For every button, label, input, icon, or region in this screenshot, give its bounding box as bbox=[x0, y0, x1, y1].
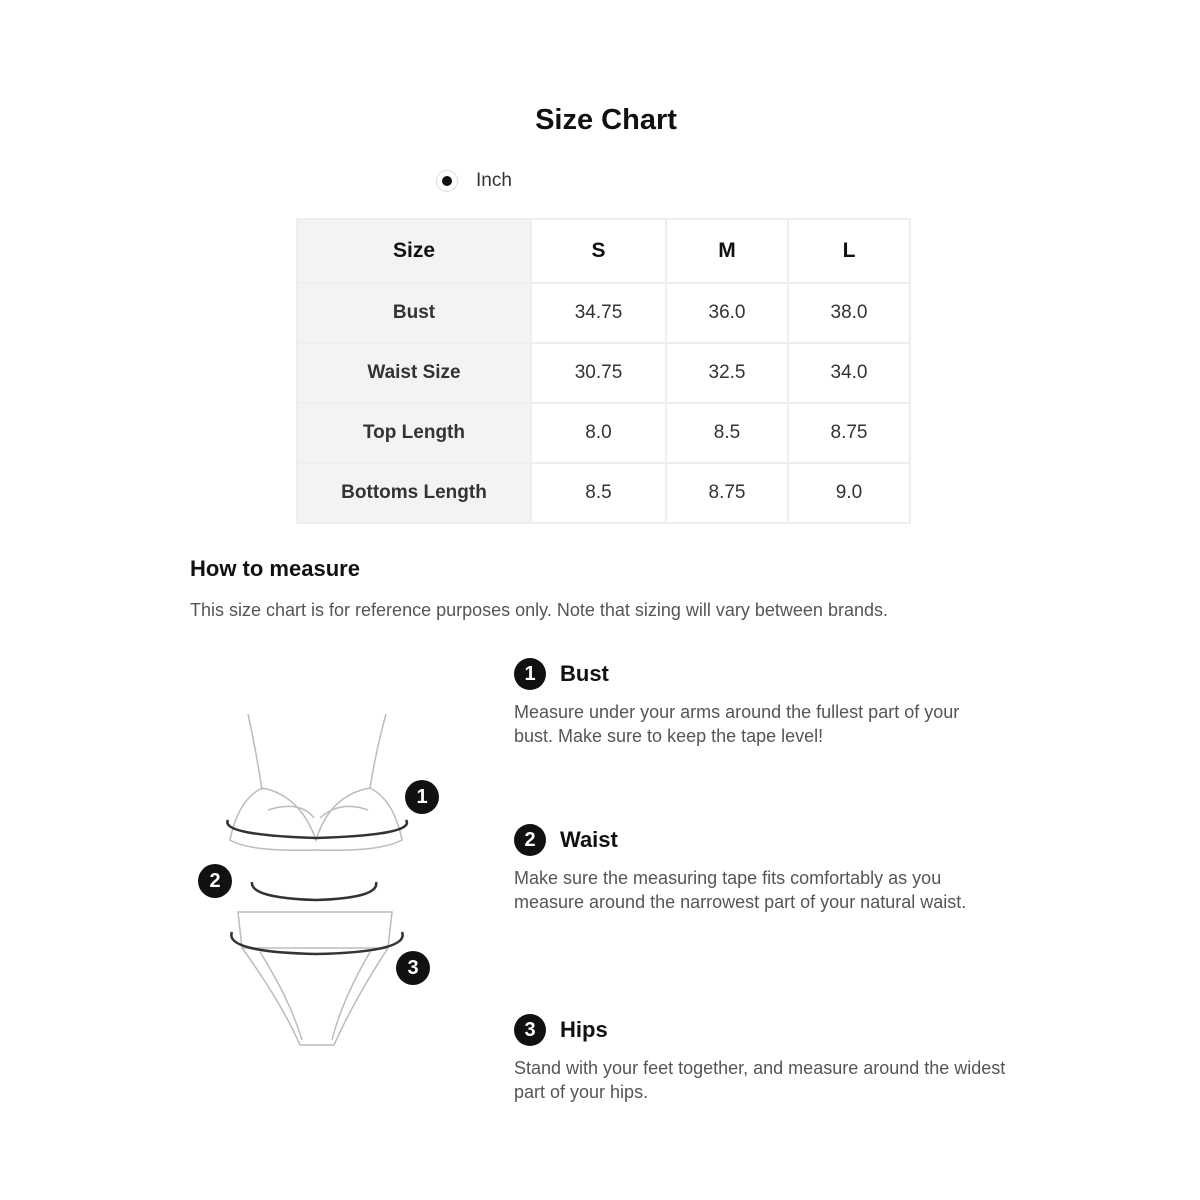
unit-label: Inch bbox=[476, 170, 512, 191]
cell: 30.75 bbox=[531, 343, 666, 403]
step-description: Stand with your feet together, and measure around the widest part of your hips. bbox=[514, 1058, 1006, 1102]
marker-1-icon: 1 bbox=[405, 780, 439, 814]
table-header-row bbox=[297, 219, 910, 283]
row-label: Bottoms Length bbox=[297, 463, 531, 523]
marker-2-icon: 2 bbox=[198, 864, 232, 898]
step-waist bbox=[514, 824, 1014, 914]
table-row bbox=[297, 343, 910, 403]
marker-3-icon: 3 bbox=[396, 951, 430, 985]
size-table bbox=[296, 218, 911, 524]
header-m: M bbox=[666, 219, 788, 283]
how-to-measure-heading: How to measure bbox=[190, 556, 360, 581]
cell: 32.5 bbox=[666, 343, 788, 403]
step-title: Hips bbox=[560, 1017, 608, 1042]
cell: 38.0 bbox=[788, 283, 910, 343]
cell: 8.0 bbox=[531, 403, 666, 463]
step-number-icon: 1 bbox=[514, 658, 546, 690]
step-title: Waist bbox=[560, 827, 618, 852]
step-description: Measure under your arms around the fullest part of your bust. Make sure to keep the tape level! bbox=[514, 702, 960, 746]
step-title: Bust bbox=[560, 661, 609, 686]
step-number-icon: 2 bbox=[514, 824, 546, 856]
table-row bbox=[297, 403, 910, 463]
cell: 34.75 bbox=[531, 283, 666, 343]
step-hips bbox=[514, 1014, 1014, 1104]
row-label: Top Length bbox=[297, 403, 531, 463]
table-row bbox=[297, 463, 910, 523]
unit-option-inch[interactable] bbox=[436, 170, 512, 192]
table-row bbox=[297, 283, 910, 343]
step-description: Make sure the measuring tape fits comfortably as you measure around the narrowest part of your natural waist. bbox=[514, 868, 967, 912]
header-l: L bbox=[788, 219, 910, 283]
step-number-icon: 3 bbox=[514, 1014, 546, 1046]
header-size: Size bbox=[297, 219, 531, 283]
step-bust bbox=[514, 658, 1014, 748]
cell: 8.75 bbox=[788, 403, 910, 463]
page-title: Size Chart bbox=[535, 104, 677, 136]
reference-note: This size chart is for reference purposes only. Note that sizing will vary between brands. bbox=[190, 600, 888, 620]
row-label: Waist Size bbox=[297, 343, 531, 403]
cell: 8.5 bbox=[666, 403, 788, 463]
cell: 8.5 bbox=[531, 463, 666, 523]
header-s: S bbox=[531, 219, 666, 283]
row-label: Bust bbox=[297, 283, 531, 343]
cell: 34.0 bbox=[788, 343, 910, 403]
radio-button[interactable] bbox=[436, 170, 458, 192]
cell: 36.0 bbox=[666, 283, 788, 343]
cell: 8.75 bbox=[666, 463, 788, 523]
cell: 9.0 bbox=[788, 463, 910, 523]
